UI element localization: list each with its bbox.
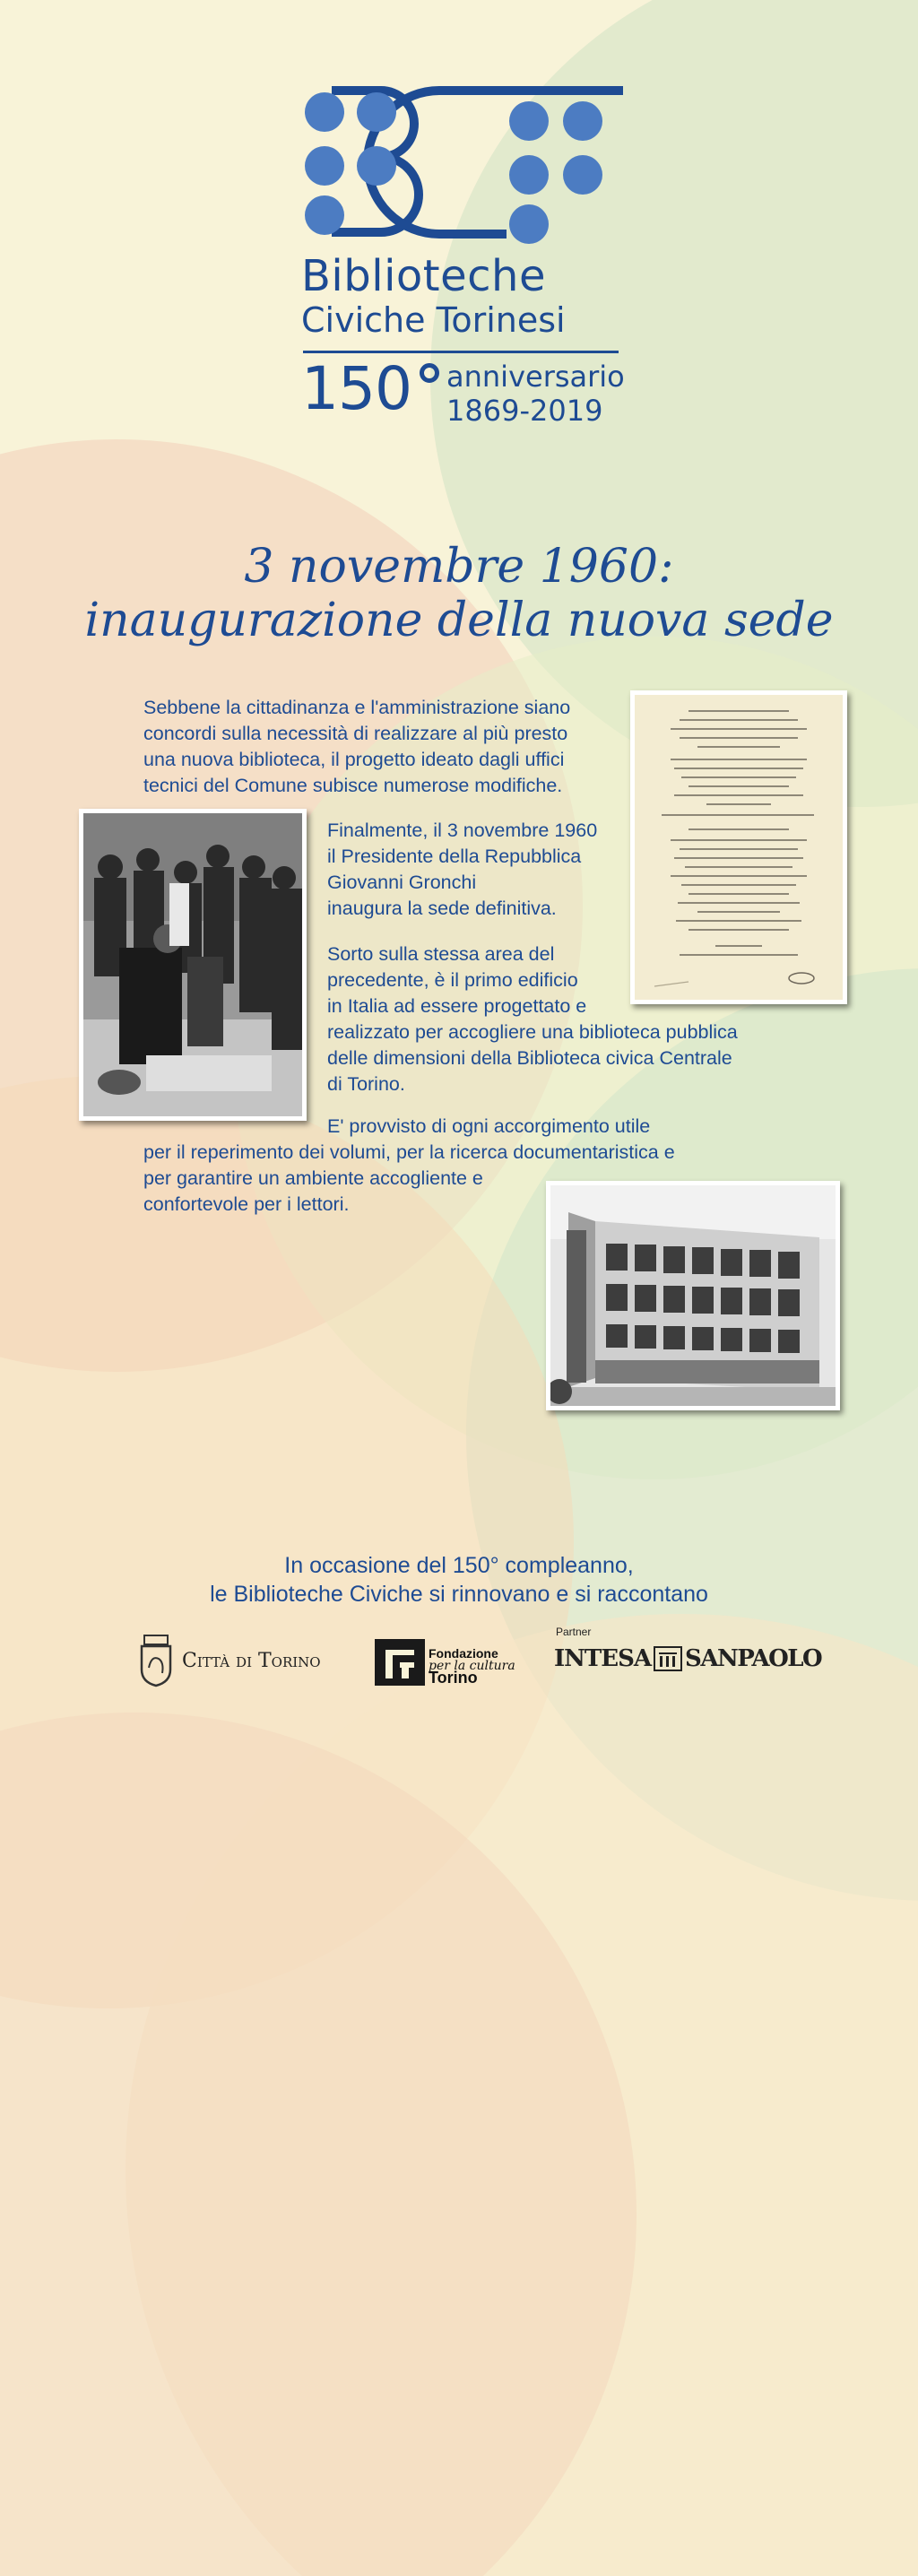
footer-line-1: In occasione del 150° compleanno,	[284, 1553, 634, 1578]
invitation-document-photo	[630, 690, 847, 1004]
document-image	[635, 695, 843, 1000]
anniversary-years: 1869-2019	[446, 394, 603, 428]
citta-di-torino-logo	[139, 1634, 321, 1687]
paragraph-inauguration: Finalmente, il 3 novembre 1960 il Presidente della Repubblica Giovanni Gronchi inaugura la sede definitiva.	[327, 820, 598, 919]
logo-divider	[303, 351, 619, 353]
sanpaolo-word: SANPAOLO	[685, 1645, 822, 1672]
inauguration-crowd-photo	[79, 809, 307, 1121]
intesa-word: INTESA	[554, 1645, 652, 1672]
anniversary-number: 150	[301, 354, 411, 423]
building-image	[550, 1185, 836, 1406]
library-building-photo	[546, 1181, 840, 1410]
page-title	[0, 540, 918, 647]
title-line-2: inaugurazione della nuova sede	[84, 594, 834, 647]
partner-label: Partner	[556, 1626, 592, 1638]
city-name: Città di Torino	[182, 1649, 321, 1672]
degree-icon	[420, 363, 439, 383]
bct-monogram-icon	[296, 85, 628, 251]
paragraph-building: Sorto sulla stessa area del precedente, è il primo edificio in Italia ad essere progettato e realizzato per accogliere una biblioteca pubblica delle dimensioni della Biblioteca civica Centrale di Torino.	[327, 943, 738, 1095]
footer-line-2: le Biblioteche Civiche si rinnovano e si raccontano	[210, 1582, 708, 1607]
anniversary-word: anniversario	[446, 360, 625, 394]
title-line-1: 3 novembre 1960:	[244, 540, 674, 594]
bct-logo	[296, 85, 628, 435]
paragraph-intro: Sebbene la cittadinanza e l'amministrazione siano concordi sulla necessità di realizzare al più presto una nuova biblioteca, il progetto ideato dagli uffici tecnici del Comune subisce numerose modifiche.	[143, 697, 571, 796]
fondazione-cultura-torino-logo	[375, 1639, 518, 1690]
crowd-image	[83, 813, 302, 1116]
intesa-building-icon	[653, 1645, 683, 1672]
city-crest-icon	[139, 1634, 173, 1687]
logo-line-2: Civiche Torinesi	[301, 300, 566, 340]
fondazione-name: Fondazione per la cultura Torino	[429, 1646, 515, 1687]
logo-line-1: Biblioteche	[301, 251, 546, 301]
intesa-sanpaolo-logo	[554, 1645, 821, 1672]
paragraph-features: E' provvisto di ogni accorgimento utile per il reperimento dei volumi, per la ricerca documentaristica e per garantire un ambiente accogliente e confortevole per i lettori.	[143, 1115, 675, 1215]
